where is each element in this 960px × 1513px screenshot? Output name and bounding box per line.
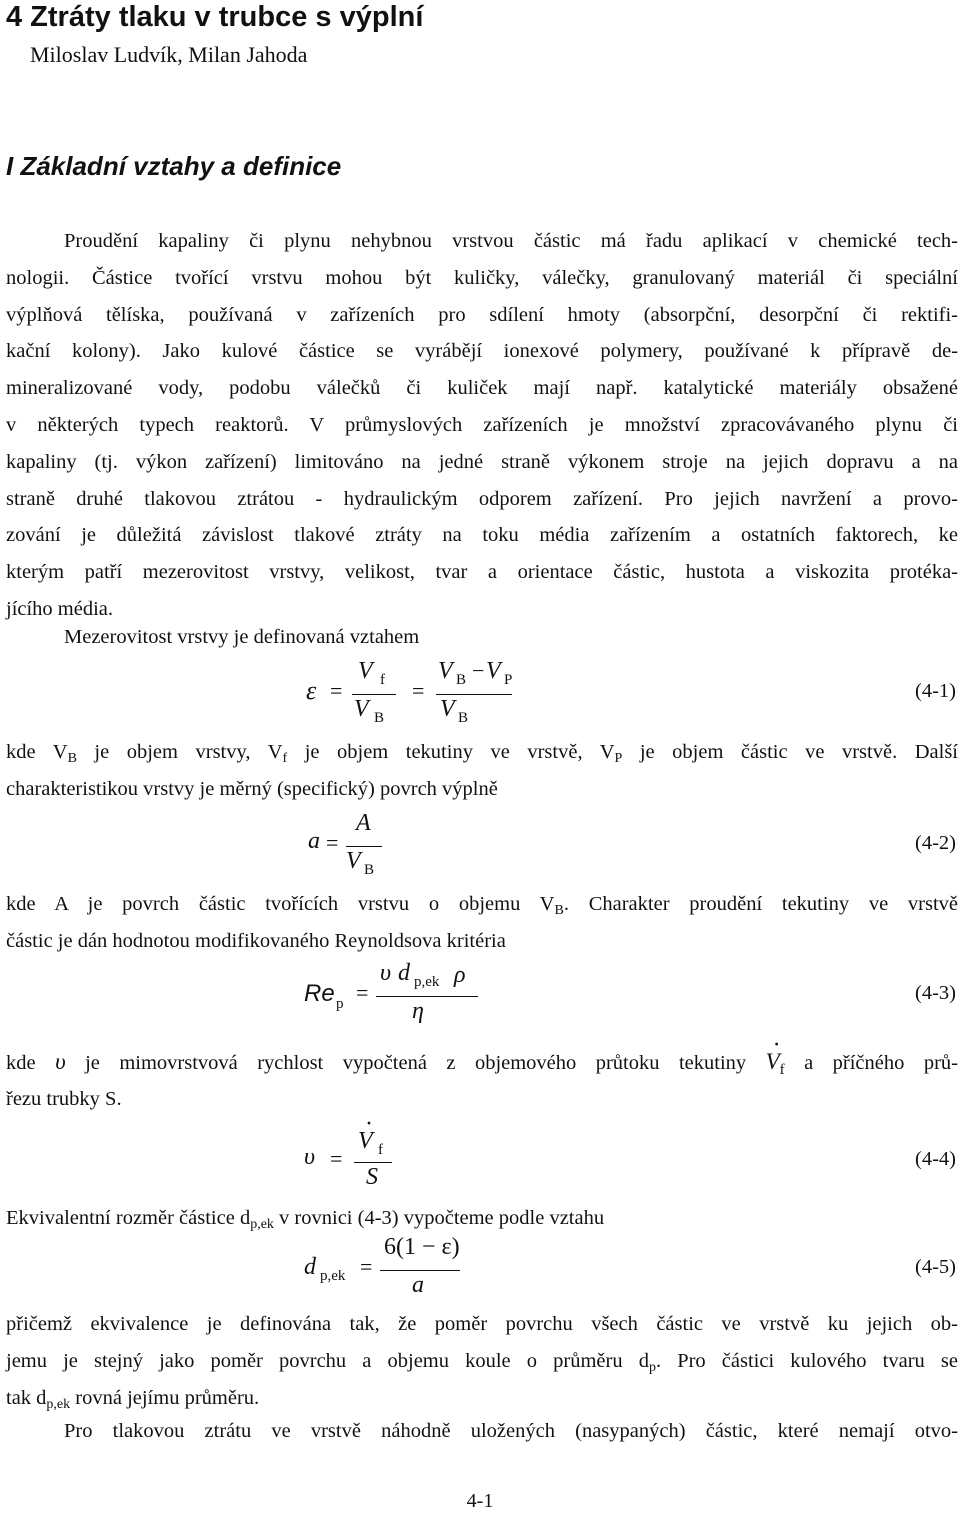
equation-4-2: a = A V B (4-2) bbox=[0, 812, 960, 882]
text-line: výplňová tělíska, používaná v zařízeních pro sdílení hmoty (absorpční, desorpční či rektifi- bbox=[6, 303, 958, 326]
equation-4-5: d p,ek = 6(1 − ε) a (4-5) bbox=[0, 1234, 960, 1306]
paragraph-surface: kde A je povrch částic tvořících vrstvu o objemu $V_B$. Charakter proudění tekutiny ve vrstvě částic je dán hodnotou modifikovaného Reynoldsova kritéria bbox=[6, 893, 959, 952]
text-line: jícího média. bbox=[6, 597, 114, 620]
text-line: nologii. Částice tvořící vrstvu mohou být kuličky, válečky, granulovaný materiál či speciální bbox=[6, 266, 958, 289]
equation-4-3: Re p = υ d p,ek ρ η (4-3) bbox=[0, 960, 960, 1032]
fraction: V f V B bbox=[352, 660, 396, 730]
paragraph-pressure-loss: Pro tlakovou ztrátu ve vrstvě náhodně uložených (nasypaných) částic, které nemají otvo- bbox=[64, 1420, 958, 1442]
fraction: · V f S bbox=[354, 1128, 392, 1198]
equation-number: (4-4) bbox=[915, 1148, 956, 1170]
equation-number: (4-2) bbox=[915, 832, 956, 854]
paragraph-velocity: kde υ je mimovrstvová rychlost vypočtená z objemového průtoku tekutiny · $V_f$ a příčného prů- řezu trubky S. bbox=[6, 1044, 958, 1118]
text-line: zování je důležitá závislost tlakové ztráty na toku média zařízením a ostatních faktorech, ke bbox=[6, 524, 958, 547]
equation-4-1: ε = V f V B = V B − V P V B (4-1) bbox=[0, 660, 960, 730]
equation-number: (4-1) bbox=[915, 680, 956, 702]
equation-number: (4-3) bbox=[915, 982, 956, 1004]
fraction: 6(1 − ε) a bbox=[380, 1234, 460, 1306]
text-line: kační kolony). Jako kulové částice se vyrábějí ionexové polymery, používané k přípravě de- bbox=[6, 340, 958, 363]
fraction: V B − V P V B bbox=[438, 658, 513, 726]
text-line: kterým patří mezerovitost vrstvy, velikost, tvar a orientace částic, hustota a viskozita protéka- bbox=[6, 561, 958, 584]
chapter-title: 4 Ztráty tlaku v trubce s výplní bbox=[6, 1, 424, 33]
paragraph-equivalence: přičemž ekvivalence je definována tak, že poměr povrchu všech částic ve vrstvě ku jejich ob- jemu je stejný jako poměr povrchu a objemu koule o průměru $d_p$. Pro částici kulového tvaru se tak $d_{p,ek}$ rovná jejímu průměru. bbox=[6, 1313, 958, 1412]
paragraph-equivalent-size: Ekvivalentní rozměr částice $d_{p,ek}$ v rovnici (4-3) vypočteme podle vztahu bbox=[6, 1207, 605, 1232]
section-title: I Základní vztahy a definice bbox=[6, 151, 342, 181]
equation-number: (4-5) bbox=[915, 1256, 956, 1278]
paragraph-voidage-intro: Mezerovitost vrstvy je definovaná vztahem bbox=[64, 626, 420, 648]
text-line: Proudění kapaliny či plynu nehybnou vrstvou částic má řadu aplikací v chemické tech- bbox=[64, 230, 958, 252]
authors: Miloslav Ludvík, Milan Jahoda bbox=[30, 42, 308, 67]
text-line: v některých typech reaktorů. V průmyslových zařízeních je množství zpracovávaného plynu či bbox=[6, 413, 958, 436]
paragraph-voidage-definition: kde $V_B$ je objem vrstvy, $V_f$ je objem tekutiny ve vrstvě, $V_P$ je objem částic ve vrstvě. Další charakteristikou vrstvy je měrný (specifický) povrch výplně bbox=[6, 741, 958, 800]
page-number: 4-1 bbox=[466, 1490, 494, 1512]
equation-4-4: υ = · V f S (4-4) bbox=[0, 1128, 960, 1198]
text-line: kapaliny (tj. výkon zařízení) limitováno na jedné straně výkonem stroje na jejich dopravu a na bbox=[6, 450, 958, 473]
paragraph-intro bbox=[6, 223, 958, 628]
text-line: mineralizované vody, podobu válečků či kuliček mají např. katalytické materiály obsažené bbox=[6, 377, 958, 400]
fraction: A V B bbox=[346, 812, 382, 882]
text-line: straně druhé tlakovou ztrátou - hydraulickým odporem zařízení. Pro jejich navržení a provo- bbox=[6, 487, 958, 510]
fraction: υ d p,ek ρ η bbox=[376, 960, 478, 1032]
